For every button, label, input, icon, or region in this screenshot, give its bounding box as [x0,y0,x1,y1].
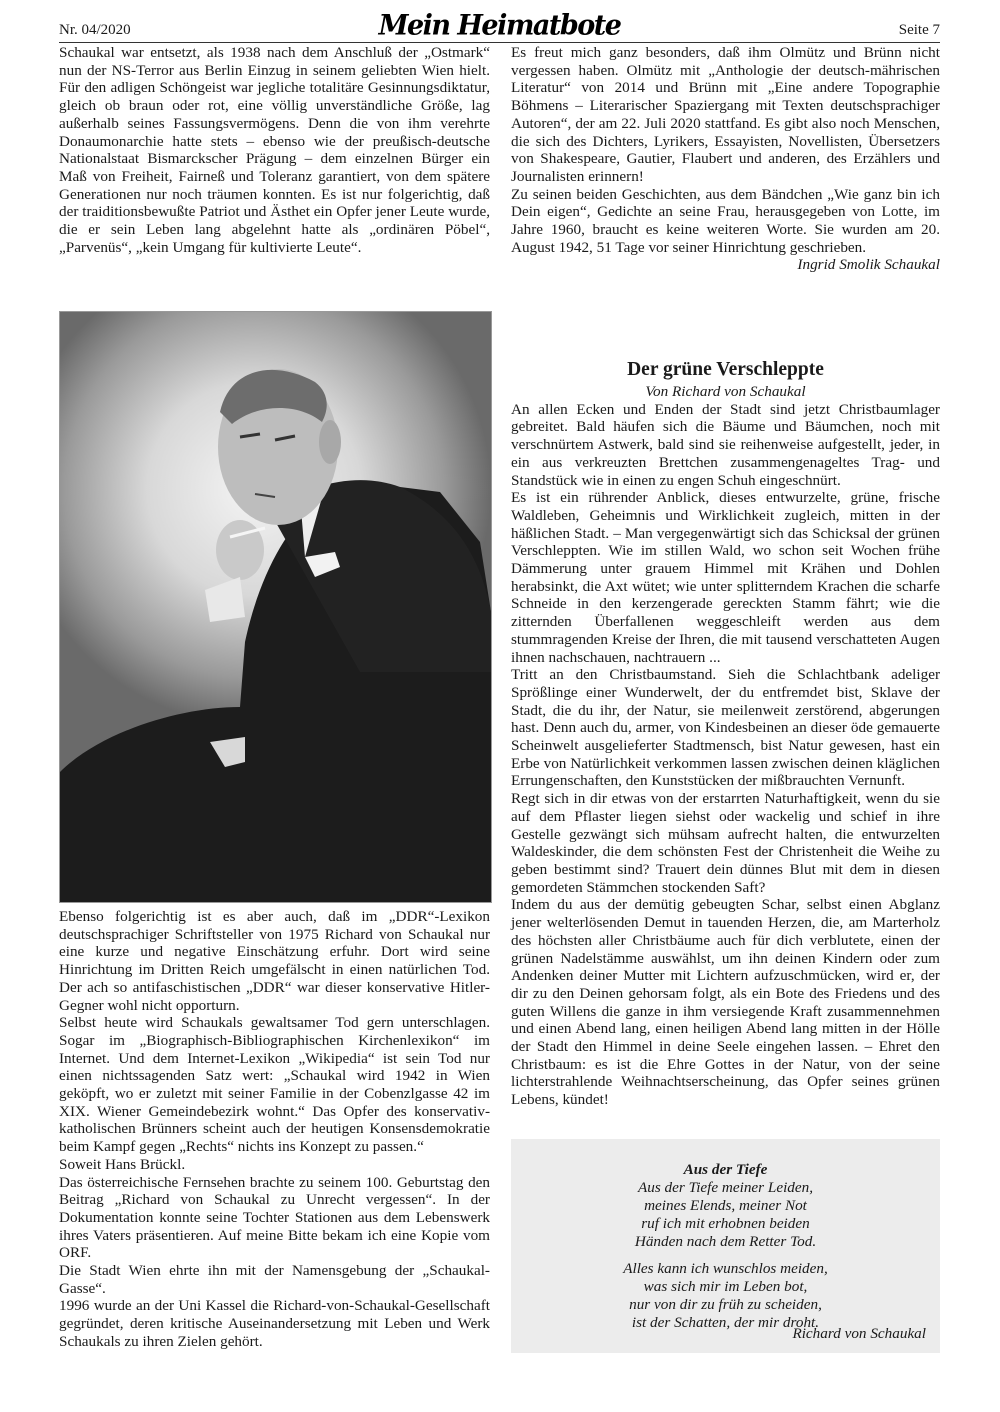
story-title: Der grüne Verschleppte [627,359,824,380]
poem-line: ruf ich mit erhobnen beiden [641,1215,810,1232]
paragraph: Die Stadt Wien ehrte ihn mit der Namensgebung der „Schaukal-Gasse“. [59,1262,490,1297]
portrait-photo [59,311,492,903]
author-signature: Ingrid Smolik Schaukal [797,256,940,274]
paragraph: An allen Ecken und Enden der Stadt sind jetzt Christbaumlager gebreitet. Bald häufen sich die Bäume und Bäumchen, noch mit verschnürtem Astwerk, bald sind sie reihenweise aufgestellt, jeder, in ein aus verkreuzten Brettchen zusammengenageltes Trag- und Standstück wie in einen zu engen Schuh eingeschnürt. [511,400,940,489]
poem-line: Alles kann ich wunschlos meiden, [623,1260,828,1277]
paragraph: Soweit Hans Brückl. [59,1155,186,1173]
story-article [511,358,940,1109]
left-column-bottom-text [59,908,490,1351]
poem [511,1161,940,1341]
poem-author: Richard von Schaukal [792,1325,926,1342]
paragraph: Es ist ein rührender Anblick, dieses entwurzelte, grüne, frische Waldleben, Geheimnis und Wirklichkeit zugleich, mitten in der häßlichen Stadt. – Man vergegenwärtigt sich das Schicksal der grünen Verschleppten. Wie im stillen Wald, wo schon seit Wochen frühe Dämmerung unter grauem Himmel mit Krähen und Dohlen herabsinkt, die Axt wütet; wie unter splitterndem Krachen die scharfe Schneide in den kerzengerade gereckten Stamm fährt; wie die zitternden Überfallenen weggeschleift werden aus dem stummragenden Kreise der Ihren, die mit tausend verschatteten Augen ihnen nachschauen, nachtrauern ... [511,489,940,666]
poem-line: Händen nach dem Retter Tod. [634,1233,817,1250]
left-column-top-text [59,44,490,256]
page-number: Seite 7 [898,22,940,38]
paragraph: Zu seinen beiden Geschichten, aus dem Bändchen „Wie ganz bin ich Dein eigen“, Gedichte an seine Frau, herausgegeben von Lotte, im Jahre 1960, braucht es keine weiteren Worte. Sie wurden am 20. August 1942, 51 Tage vor seiner Hinrichtung geschrieben. [511,185,940,256]
story-byline: Von Richard von Schaukal [645,383,806,400]
paragraph: 1996 wurde an der Uni Kassel die Richard-von-Schaukal-Gesellschaft gegründet, deren kritische Auseinandersetzung mit Leben und Werk Schaukals zu ihren Zielen gehört. [59,1297,490,1350]
portrait-illustration [60,312,491,902]
poem-stanza [511,1260,940,1332]
poem-stanza [511,1179,940,1251]
issue-number: Nr. 04/2020 [59,22,131,38]
poem-line: was sich mir im Leben bot, [643,1278,808,1295]
paragraph: Tritt an den Christbaumstand. Sieh die Schlachtbank adeliger Sprößlinge einer Wunderwelt, der du entfremdet bist, Sklave der Stadt, die du ihr, der Natur, sie meilenweit zerstörend, abgerungen hast. Denn auch du, armer, von Kindesbeinen an dieser öde gemauerte Scheinwelt ausgelieferter Stadtmensch, bist Natur gewesen, hast ein Erbe von Natürlichkeit verkommen lassen zwischen deinen kläglichen Errungenschaften, den Kunststücken der mißbrauchten Vernunft. [511,666,940,790]
poem-line: ist der Schatten, der mir droht. [631,1314,820,1331]
page-header [59,0,940,43]
paragraph: Es freut mich ganz besonders, daß ihm Olmütz und Brünn nicht vergessen haben. Olmütz mit „Anthologie der deutsch-mährischen Literatur“ von 2014 und Brünn mit „Eine andere Topographie Böhmens – Literarischer Spaziergang mit Texten deutschsprachiger Autoren“, der am 22. Juli 2020 stattfand. Es gibt also noch Menschen, die sich des Dichters, Lyrikers, Essayisten, Novellisten, Übersetzers von Shakespeare, Gautier, Flaubert und anderen, des Erzählers und Journalisten erinnern! [511,44,940,185]
paragraph: Regt sich in dir etwas von der erstarrten Naturhaftigkeit, wenn du sie auf dem Pflaster liegen siehst oder wackelig und schief in ihre Gestelle gezwängt sich mühsam aufrecht halten, die entwurzelten Waldeskinder, die dem schönsten Fest der Christenheit die Weihe zu geben bestimmt sind? Trauert dein dünnes Blut mit dem in diesen gemordeten Stämmchen stockenden Saft? [511,790,940,896]
poem-box [511,1139,940,1353]
poem-line: Aus der Tiefe meiner Leiden, [637,1179,814,1196]
paragraph: Indem du aus der demütig gebeugten Schar, selbst einen Abglanz jener welterlösenden Demut in tauenden Herzen, die, am Marterholz des höchsten aller Christbäume auch für dich verblutete, einen der grünen Nadelstämme auswählst, um ihn deinen Kindern oder zum Andenken deiner Mutter mit Lichtern aufzuschmücken, wird er, der dir zu den Deinen gehorsam folgt, als ein Bote des Friedens und des guten Willens die ganze in ihm versiegende Kraft zusammennehmen und einen Abend lang, einen heiligen Abend lang mitten in der Hölle der Stadt den Himmel in deine Seele eingehen lassen. – Ehret den Christbaum: es ist die Ehre Gottes in der Natur, von der seine lichterstrahlende Weihnachtserscheinung, das Opfer seines grünen Lebens, kündet! [511,896,940,1109]
paragraph: Schaukal war entsetzt, als 1938 nach dem Anschluß der „Ostmark“ nun der NS-Terror aus Berlin Einzug in seinem geliebten Wien hielt. Für den adligen Schöngeist war jegliche totalitäre Gesinnungsdiktatur, gleich ob braun oder rot, eine völlig unverständliche Größe, lag außerhalb seines Fassungsvermögens. Denn die von ihm verehrte Donaumonarchie hatte stets – ebenso wie der preußisch-deutsche Nationalstaat Bismarckscher Prägung – dem einzelnen Bürger ein Maß von Freiheit, Fairneß und Toleranz garantiert, von dem spätere Generationen nur noch träumen konnten. Es ist nur folgerichtig, daß der traiditionsbewußte Patriot und Ästhet ein Opfer jener Leute wurde, die er sein Leben lang abgelehnt hatte als „ordinären Pöbel“, „Parvenüs“, „kein Umgang für kultivierte Leute“. [59,44,490,256]
right-column-top-text [511,44,940,274]
poem-title: Aus der Tiefe [683,1161,768,1178]
masthead-logo: Mein Heimatbote [378,9,621,42]
poem-line: nur von dir zu früh zu scheiden, [629,1296,822,1313]
paragraph: Das österreichische Fernsehen brachte zu seinem 100. Geburtstag den Beitrag „Richard von Schaukal zu Unrecht vergessen“. In der Dokumentation konnte seine Tochter Stationen aus dem Lebenswerk ihres Vaters präsentieren. Auf meine Bitte bekam ich eine Kopie vom ORF. [59,1173,490,1262]
paragraph: Selbst heute wird Schaukals gewaltsamer Tod gern unterschlagen. Sogar im „Biographisch-Bibliographischen Kirchenlexikon“ im Internet. Und dem Internet-Lexikon „Wikipedia“ ist sein Tod nur einen nichtssagenden Satz wert: „Schaukal wird 1942 in Wien geköpft, wo er zuletzt mit seiner Familie in der Cobenzlgasse 42 im XIX. Wiener Gemeindebezirk wohnt.“ Das Opfer des konservativ-katholischen Brünners scheint auch der heutigen Konsensdemokratie beim Kampf gegen „Rechts“ nichts ins Konzept zu passen.“ [59,1014,490,1156]
paragraph: Ebenso folgerichtig ist es aber auch, daß im „DDR“-Lexikon deutschsprachiger Schriftsteller von 1975 Richard von Schaukal nur eine kurze und negative Einschätzung erfuhr. Dort wird seine Hinrichtung im Dritten Reich umgefälscht in einen natürlichen Tod. Der ach so antifaschistischen „DDR“ war dieser konservative Hitler-Gegner wohl nicht opporturn. [59,908,490,1014]
poem-line: meines Elends, meiner Not [644,1197,807,1214]
